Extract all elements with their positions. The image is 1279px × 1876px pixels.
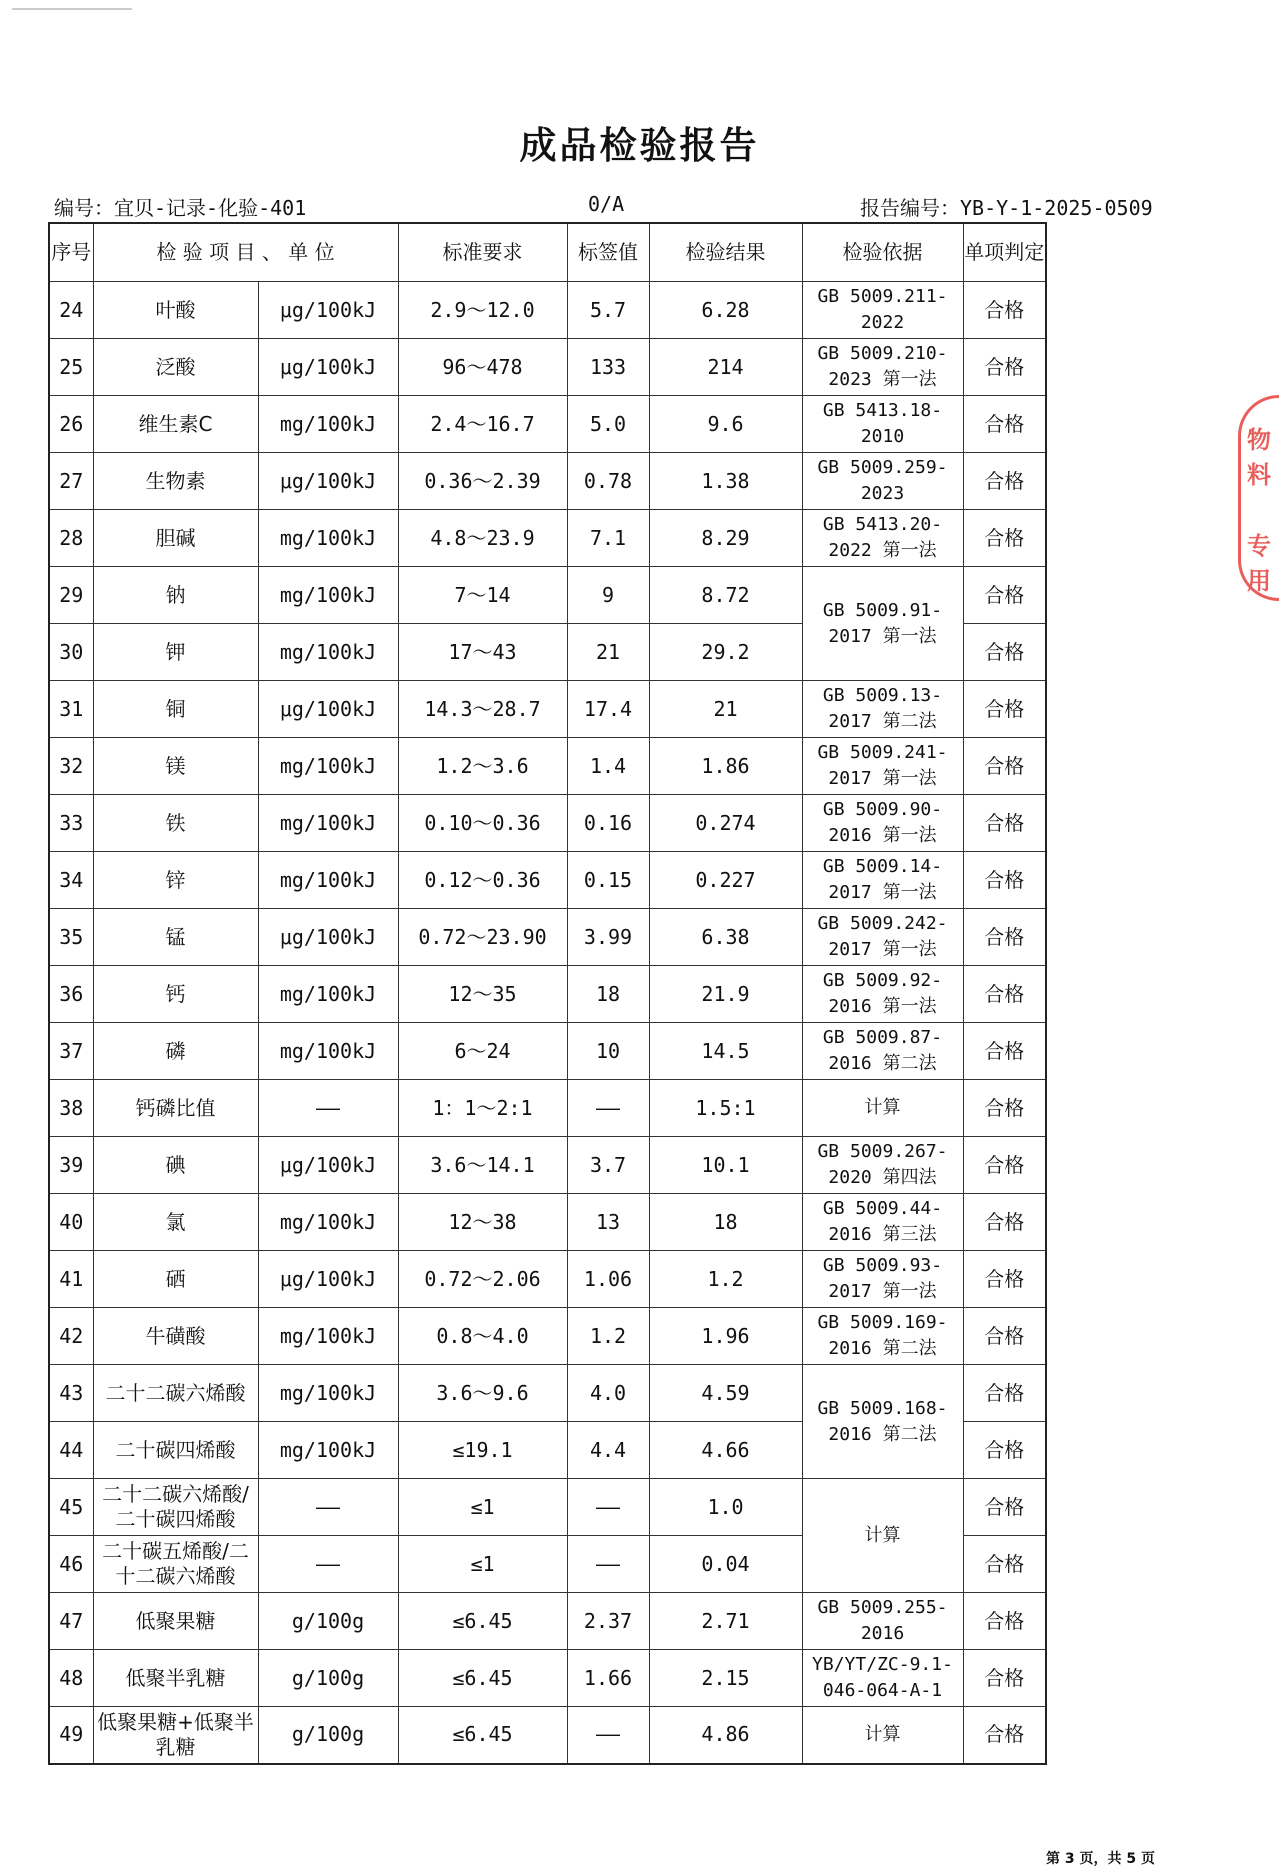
table-row — [49, 1023, 1046, 1080]
row-standard: ≤6.45 — [398, 1707, 567, 1764]
row-label-value: 3.7 — [567, 1137, 649, 1194]
red-seal-stamp — [1238, 395, 1279, 601]
row-seq: 43 — [49, 1365, 93, 1422]
row-item-name: 胆碱 — [93, 510, 258, 567]
row-standard: ≤19.1 — [398, 1422, 567, 1479]
row-label-value: 4.4 — [567, 1422, 649, 1479]
row-unit: mg/100kJ — [258, 966, 398, 1023]
row-item-name: 钙磷比值 — [93, 1080, 258, 1137]
row-judgement: 合格 — [963, 1308, 1046, 1365]
row-label-value: 0.16 — [567, 795, 649, 852]
row-label-value: 13 — [567, 1194, 649, 1251]
row-seq: 32 — [49, 738, 93, 795]
row-result: 214 — [649, 339, 802, 396]
table-row — [49, 396, 1046, 453]
row-seq: 24 — [49, 282, 93, 339]
row-seq: 25 — [49, 339, 93, 396]
table-row — [49, 1080, 1046, 1137]
row-standard: 3.6～14.1 — [398, 1137, 567, 1194]
scan-edge-line — [12, 8, 132, 10]
row-seq: 28 — [49, 510, 93, 567]
row-judgement: 合格 — [963, 1536, 1046, 1593]
row-label-value: 17.4 — [567, 681, 649, 738]
row-unit: mg/100kJ — [258, 1194, 398, 1251]
row-unit: μg/100kJ — [258, 681, 398, 738]
row-standard: 0.72～23.90 — [398, 909, 567, 966]
table-row — [49, 567, 1046, 624]
stamp-text-bottom: 专用 — [1247, 532, 1271, 595]
row-method: 计算 — [802, 1080, 963, 1137]
row-standard: 0.12～0.36 — [398, 852, 567, 909]
row-item-name: 氯 — [93, 1194, 258, 1251]
row-label-value: 5.7 — [567, 282, 649, 339]
col-header-seq: 序号 — [49, 223, 93, 282]
row-judgement: 合格 — [963, 1650, 1046, 1707]
row-method: GB 5009.92-2016 第一法 — [802, 966, 963, 1023]
row-label-value: 3.99 — [567, 909, 649, 966]
row-judgement: 合格 — [963, 567, 1046, 624]
row-judgement: 合格 — [963, 1194, 1046, 1251]
row-result: 1.38 — [649, 453, 802, 510]
table-row — [49, 1479, 1046, 1536]
row-judgement: 合格 — [963, 282, 1046, 339]
row-result: 4.66 — [649, 1422, 802, 1479]
row-result: 4.86 — [649, 1707, 802, 1764]
row-standard: 0.10～0.36 — [398, 795, 567, 852]
row-result: 2.15 — [649, 1650, 802, 1707]
row-label-value: 4.0 — [567, 1365, 649, 1422]
row-standard: 0.8～4.0 — [398, 1308, 567, 1365]
row-method: GB 5413.20-2022 第一法 — [802, 510, 963, 567]
row-method: GB 5009.267-2020 第四法 — [802, 1137, 963, 1194]
col-header-result: 检验结果 — [649, 223, 802, 282]
col-header-label: 标签值 — [567, 223, 649, 282]
row-method: GB 5009.241-2017 第一法 — [802, 738, 963, 795]
row-judgement: 合格 — [963, 624, 1046, 681]
row-result: 6.28 — [649, 282, 802, 339]
table-row — [49, 1593, 1046, 1650]
page-title: 成品检验报告 — [519, 124, 760, 167]
inspection-table — [48, 222, 1047, 1765]
row-unit: mg/100kJ — [258, 510, 398, 567]
row-item-name: 二十碳四烯酸 — [93, 1422, 258, 1479]
row-seq: 36 — [49, 966, 93, 1023]
row-method: GB 5009.14-2017 第一法 — [802, 852, 963, 909]
table-row — [49, 852, 1046, 909]
row-standard: 12～38 — [398, 1194, 567, 1251]
report-number: 报告编号：YB-Y-1-2025-0509 — [860, 196, 1153, 220]
row-standard: 0.36～2.39 — [398, 453, 567, 510]
row-item-name: 二十二碳六烯酸/二十碳四烯酸 — [93, 1479, 258, 1536]
row-judgement: 合格 — [963, 339, 1046, 396]
row-judgement: 合格 — [963, 795, 1046, 852]
row-unit: mg/100kJ — [258, 852, 398, 909]
row-unit: g/100g — [258, 1593, 398, 1650]
col-header-standard: 标准要求 — [398, 223, 567, 282]
row-result: 1.0 — [649, 1479, 802, 1536]
row-standard: 3.6～9.6 — [398, 1365, 567, 1422]
row-item-name: 锌 — [93, 852, 258, 909]
row-item-name: 钾 — [93, 624, 258, 681]
row-result: 21 — [649, 681, 802, 738]
row-seq: 37 — [49, 1023, 93, 1080]
row-result: 10.1 — [649, 1137, 802, 1194]
row-label-value: 21 — [567, 624, 649, 681]
row-judgement: 合格 — [963, 1365, 1046, 1422]
row-item-name: 低聚半乳糖 — [93, 1650, 258, 1707]
row-standard: ≤1 — [398, 1536, 567, 1593]
row-seq: 44 — [49, 1422, 93, 1479]
row-judgement: 合格 — [963, 1593, 1046, 1650]
row-unit: μg/100kJ — [258, 1137, 398, 1194]
row-item-name: 低聚果糖 — [93, 1593, 258, 1650]
row-method: GB 5009.44-2016 第三法 — [802, 1194, 963, 1251]
row-standard: 6～24 — [398, 1023, 567, 1080]
row-result: 21.9 — [649, 966, 802, 1023]
row-seq: 26 — [49, 396, 93, 453]
row-judgement: 合格 — [963, 1251, 1046, 1308]
row-unit: μg/100kJ — [258, 339, 398, 396]
table-row — [49, 795, 1046, 852]
row-judgement: 合格 — [963, 681, 1046, 738]
row-item-name: 维生素C — [93, 396, 258, 453]
row-label-value: —— — [567, 1080, 649, 1137]
row-unit: μg/100kJ — [258, 282, 398, 339]
row-seq: 38 — [49, 1080, 93, 1137]
row-seq: 34 — [49, 852, 93, 909]
row-judgement: 合格 — [963, 909, 1046, 966]
row-result: 6.38 — [649, 909, 802, 966]
table-body — [49, 282, 1046, 1764]
col-header-judge: 单项判定 — [963, 223, 1046, 282]
row-standard: ≤6.45 — [398, 1593, 567, 1650]
row-standard: 14.3～28.7 — [398, 681, 567, 738]
stamp-text-top: 物料 — [1247, 426, 1271, 489]
row-seq: 27 — [49, 453, 93, 510]
row-label-value: 0.15 — [567, 852, 649, 909]
table-header-row — [49, 223, 1046, 282]
row-unit: mg/100kJ — [258, 1023, 398, 1080]
row-result: 4.59 — [649, 1365, 802, 1422]
row-seq: 49 — [49, 1707, 93, 1764]
row-judgement: 合格 — [963, 1707, 1046, 1764]
row-result: 9.6 — [649, 396, 802, 453]
row-item-name: 碘 — [93, 1137, 258, 1194]
row-unit: g/100g — [258, 1707, 398, 1764]
row-seq: 42 — [49, 1308, 93, 1365]
col-header-basis: 检验依据 — [802, 223, 963, 282]
row-judgement: 合格 — [963, 738, 1046, 795]
record-number: 编号：宜贝-记录-化验-401 — [54, 196, 307, 220]
row-unit: —— — [258, 1080, 398, 1137]
row-standard: 17～43 — [398, 624, 567, 681]
row-label-value: —— — [567, 1536, 649, 1593]
row-item-name: 二十二碳六烯酸 — [93, 1365, 258, 1422]
row-label-value: 2.37 — [567, 1593, 649, 1650]
row-standard: ≤6.45 — [398, 1650, 567, 1707]
row-label-value: 1.2 — [567, 1308, 649, 1365]
row-method: GB 5009.91-2017 第一法 — [802, 567, 963, 681]
row-unit: g/100g — [258, 1650, 398, 1707]
table-row — [49, 1650, 1046, 1707]
row-method: GB 5413.18-2010 — [802, 396, 963, 453]
table-row — [49, 966, 1046, 1023]
row-item-name: 铜 — [93, 681, 258, 738]
row-method: GB 5009.90-2016 第一法 — [802, 795, 963, 852]
row-result: 1.2 — [649, 1251, 802, 1308]
row-standard: ≤1 — [398, 1479, 567, 1536]
row-item-name: 锰 — [93, 909, 258, 966]
row-result: 0.04 — [649, 1536, 802, 1593]
row-judgement: 合格 — [963, 852, 1046, 909]
row-item-name: 低聚果糖+低聚半乳糖 — [93, 1707, 258, 1764]
row-method: GB 5009.93-2017 第一法 — [802, 1251, 963, 1308]
table-row — [49, 1707, 1046, 1764]
row-label-value: 1.06 — [567, 1251, 649, 1308]
row-judgement: 合格 — [963, 1422, 1046, 1479]
row-unit: —— — [258, 1536, 398, 1593]
row-method: GB 5009.211-2022 — [802, 282, 963, 339]
col-header-item: 检 验 项 目 、 单 位 — [93, 223, 398, 282]
row-standard: 1：1～2:1 — [398, 1080, 567, 1137]
row-unit: μg/100kJ — [258, 453, 398, 510]
row-result: 1.96 — [649, 1308, 802, 1365]
row-method: GB 5009.242-2017 第一法 — [802, 909, 963, 966]
row-seq: 41 — [49, 1251, 93, 1308]
row-seq: 39 — [49, 1137, 93, 1194]
row-seq: 45 — [49, 1479, 93, 1536]
table-row — [49, 510, 1046, 567]
row-standard: 2.9～12.0 — [398, 282, 567, 339]
row-seq: 46 — [49, 1536, 93, 1593]
row-label-value: 5.0 — [567, 396, 649, 453]
row-standard: 0.72～2.06 — [398, 1251, 567, 1308]
table-row — [49, 1251, 1046, 1308]
row-label-value: 7.1 — [567, 510, 649, 567]
row-unit: μg/100kJ — [258, 1251, 398, 1308]
row-method: GB 5009.13-2017 第二法 — [802, 681, 963, 738]
row-result: 1.5:1 — [649, 1080, 802, 1137]
row-unit: mg/100kJ — [258, 738, 398, 795]
row-label-value: 9 — [567, 567, 649, 624]
row-method: GB 5009.169-2016 第二法 — [802, 1308, 963, 1365]
row-judgement: 合格 — [963, 396, 1046, 453]
row-item-name: 叶酸 — [93, 282, 258, 339]
row-label-value: 1.66 — [567, 1650, 649, 1707]
row-unit: μg/100kJ — [258, 909, 398, 966]
row-label-value: 1.4 — [567, 738, 649, 795]
table-row — [49, 282, 1046, 339]
table-row — [49, 453, 1046, 510]
row-seq: 29 — [49, 567, 93, 624]
row-seq: 40 — [49, 1194, 93, 1251]
row-method: GB 5009.87-2016 第二法 — [802, 1023, 963, 1080]
row-standard: 96～478 — [398, 339, 567, 396]
row-item-name: 钙 — [93, 966, 258, 1023]
table-row — [49, 681, 1046, 738]
row-method: 计算 — [802, 1479, 963, 1593]
row-method: YB/YT/ZC-9.1-046-064-A-1 — [802, 1650, 963, 1707]
row-judgement: 合格 — [963, 1023, 1046, 1080]
table-row — [49, 909, 1046, 966]
row-judgement: 合格 — [963, 510, 1046, 567]
table-row — [49, 1365, 1046, 1422]
row-result: 1.86 — [649, 738, 802, 795]
row-standard: 7～14 — [398, 567, 567, 624]
row-seq: 31 — [49, 681, 93, 738]
table-row — [49, 339, 1046, 396]
row-result: 0.227 — [649, 852, 802, 909]
row-unit: —— — [258, 1479, 398, 1536]
row-result: 18 — [649, 1194, 802, 1251]
row-judgement: 合格 — [963, 1080, 1046, 1137]
row-item-name: 泛酸 — [93, 339, 258, 396]
row-seq: 35 — [49, 909, 93, 966]
row-item-name: 生物素 — [93, 453, 258, 510]
row-label-value: 0.78 — [567, 453, 649, 510]
row-method: GB 5009.210-2023 第一法 — [802, 339, 963, 396]
row-standard: 2.4～16.7 — [398, 396, 567, 453]
table-row — [49, 1194, 1046, 1251]
row-unit: mg/100kJ — [258, 624, 398, 681]
row-result: 8.29 — [649, 510, 802, 567]
row-label-value: —— — [567, 1479, 649, 1536]
row-standard: 1.2～3.6 — [398, 738, 567, 795]
row-label-value: 133 — [567, 339, 649, 396]
row-unit: mg/100kJ — [258, 1422, 398, 1479]
row-method: GB 5009.259-2023 — [802, 453, 963, 510]
page-footer: 第 3 页，共 5 页 — [1046, 1851, 1155, 1867]
row-unit: mg/100kJ — [258, 795, 398, 852]
row-label-value: 18 — [567, 966, 649, 1023]
row-item-name: 钠 — [93, 567, 258, 624]
row-unit: mg/100kJ — [258, 396, 398, 453]
row-seq: 48 — [49, 1650, 93, 1707]
version: 0/A — [588, 192, 625, 216]
row-item-name: 牛磺酸 — [93, 1308, 258, 1365]
row-unit: mg/100kJ — [258, 1308, 398, 1365]
row-judgement: 合格 — [963, 453, 1046, 510]
row-seq: 33 — [49, 795, 93, 852]
table-row — [49, 738, 1046, 795]
table-row — [49, 1137, 1046, 1194]
row-judgement: 合格 — [963, 1137, 1046, 1194]
row-item-name: 二十碳五烯酸/二十二碳六烯酸 — [93, 1536, 258, 1593]
row-result: 8.72 — [649, 567, 802, 624]
row-item-name: 镁 — [93, 738, 258, 795]
row-seq: 30 — [49, 624, 93, 681]
row-result: 0.274 — [649, 795, 802, 852]
row-label-value: —— — [567, 1707, 649, 1764]
row-item-name: 铁 — [93, 795, 258, 852]
table-row — [49, 1308, 1046, 1365]
row-method: GB 5009.168-2016 第二法 — [802, 1365, 963, 1479]
row-seq: 47 — [49, 1593, 93, 1650]
row-standard: 4.8～23.9 — [398, 510, 567, 567]
row-result: 14.5 — [649, 1023, 802, 1080]
row-result: 2.71 — [649, 1593, 802, 1650]
row-method: 计算 — [802, 1707, 963, 1764]
row-unit: mg/100kJ — [258, 1365, 398, 1422]
row-standard: 12～35 — [398, 966, 567, 1023]
row-item-name: 硒 — [93, 1251, 258, 1308]
row-method: GB 5009.255-2016 — [802, 1593, 963, 1650]
row-label-value: 10 — [567, 1023, 649, 1080]
row-judgement: 合格 — [963, 966, 1046, 1023]
row-unit: mg/100kJ — [258, 567, 398, 624]
row-judgement: 合格 — [963, 1479, 1046, 1536]
row-result: 29.2 — [649, 624, 802, 681]
row-item-name: 磷 — [93, 1023, 258, 1080]
